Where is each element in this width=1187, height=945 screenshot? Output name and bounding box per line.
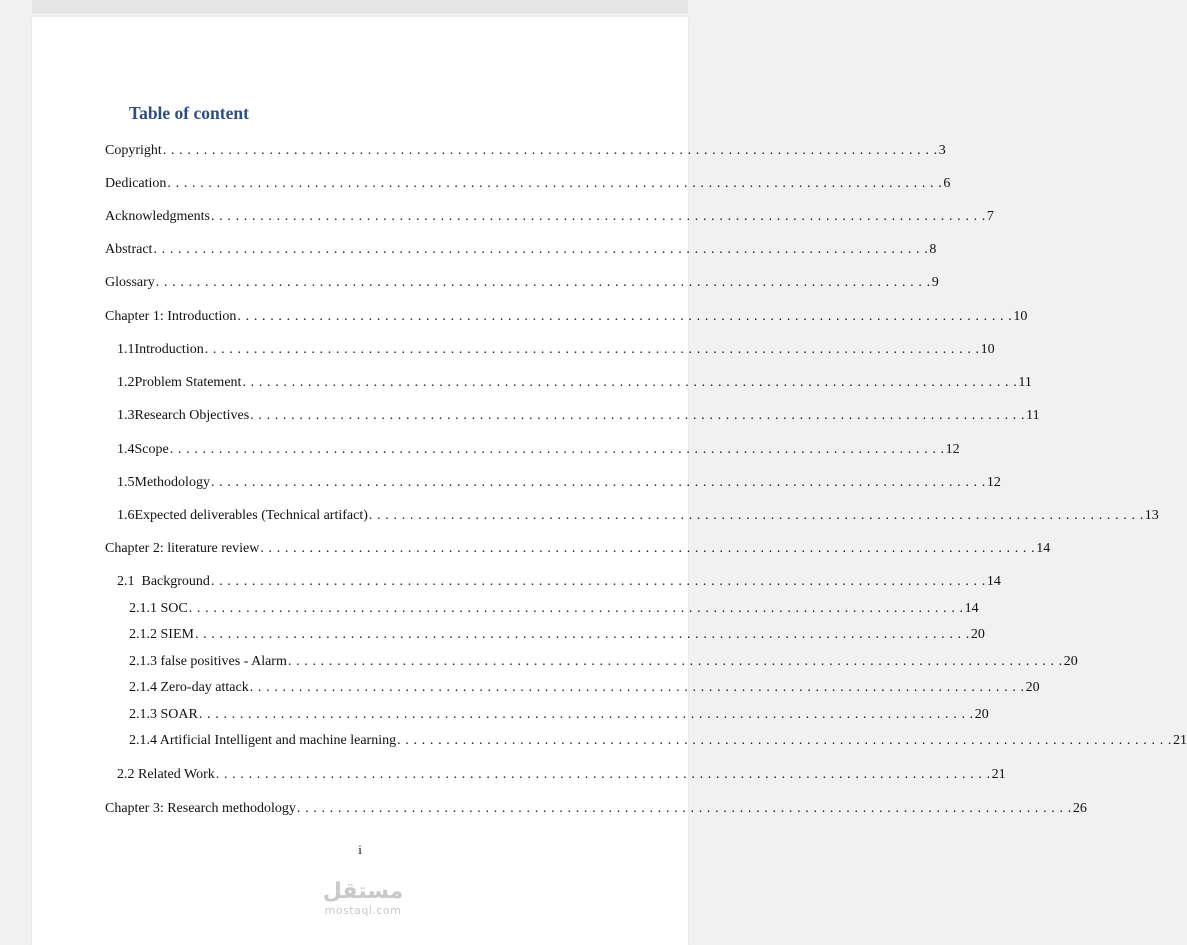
toc-entry-label: 2.1.3 SOAR: [129, 707, 198, 722]
dot-leader: . . . . . . . . . . . . . . . . . . . . . . . . . . . . . . . . . . . . . . . . . . . . . . . . . . . . . . . . . . . . . . . . . . . . . . . . . . . . . . . . . . . . . . . . . . . . . . .: [188, 601, 964, 616]
dot-leader: . . . . . . . . . . . . . . . . . . . . . . . . . . . . . . . . . . . . . . . . . . . . . . . . . . . . . . . . . . . . . . . . . . . . . . . . . . . . . . . . . . . . . . . . . . . . . . .: [215, 767, 991, 782]
toc-entry-page: 20: [1063, 654, 1078, 669]
toc-entry-page: 14: [964, 601, 979, 616]
dot-leader: . . . . . . . . . . . . . . . . . . . . . . . . . . . . . . . . . . . . . . . . . . . . . . . . . . . . . . . . . . . . . . . . . . . . . . . . . . . . . . . . . . . . . . . . . . . . . . .: [169, 442, 945, 457]
dot-leader: . . . . . . . . . . . . . . . . . . . . . . . . . . . . . . . . . . . . . . . . . . . . . . . . . . . . . . . . . . . . . . . . . . . . . . . . . . . . . . . . . . . . . . . . . . . . . . .: [210, 475, 986, 490]
toc-entry-page: 14: [1036, 541, 1051, 556]
toc-entry-page: 9: [931, 275, 939, 290]
dot-leader: . . . . . . . . . . . . . . . . . . . . . . . . . . . . . . . . . . . . . . . . . . . . . . . . . . . . . . . . . . . . . . . . . . . . . . . . . . . . . . . . . . . . . . . . . . . . . . .: [153, 242, 929, 257]
toc-entry-label: 2.1.1 SOC: [129, 601, 188, 616]
toc-entry-number: 1.4: [117, 442, 135, 457]
toc-entry-abstract[interactable]: [105, 241, 937, 259]
toc-entry-page: 20: [974, 707, 989, 722]
toc-entry-page: 13: [1144, 508, 1159, 523]
toc-entry-number: 1.5: [117, 475, 135, 490]
toc-entry-chapter-1[interactable]: [105, 308, 1028, 326]
toc-entry-2-1-1[interactable]: [129, 600, 979, 618]
toc-entry-number: 1.6: [117, 508, 135, 523]
toc-entry-2-1-3a[interactable]: [129, 653, 1078, 671]
toc-entry-label: Chapter 1: Introduction: [105, 309, 237, 324]
toc-entry-page: 7: [986, 209, 994, 224]
dot-leader: . . . . . . . . . . . . . . . . . . . . . . . . . . . . . . . . . . . . . . . . . . . . . . . . . . . . . . . . . . . . . . . . . . . . . . . . . . . . . . . . . . . . . . . . . . . . . . .: [260, 541, 1036, 556]
toc-entry-label: 2.1.3 false positives - Alarm: [129, 654, 287, 669]
toc-entry-chapter-2[interactable]: [105, 540, 1051, 558]
toc-entry-label: 2.1.2 SIEM: [129, 627, 194, 642]
document-page: [32, 17, 1187, 945]
toc-entry-1-4[interactable]: [117, 441, 960, 459]
toc-entry-page: 21: [1173, 733, 1187, 748]
toc-entry-page: 12: [986, 475, 1001, 490]
dot-leader: . . . . . . . . . . . . . . . . . . . . . . . . . . . . . . . . . . . . . . . . . . . . . . . . . . . . . . . . . . . . . . . . . . . . . . . . . . . . . . . . . . . . . . . . . . . . . . .: [167, 176, 943, 191]
toc-entry-1-5[interactable]: [117, 474, 1001, 492]
toc-entry-label: Acknowledgments: [105, 209, 210, 224]
toc-entry-label: Chapter 2: literature review: [105, 541, 260, 556]
toc-entry-2-2[interactable]: [117, 766, 1006, 784]
toc-entry-copyright[interactable]: [105, 142, 946, 160]
toc-entry-glossary[interactable]: [105, 274, 939, 292]
toc-list: [32, 17, 1187, 945]
toc-entry-page: 12: [945, 442, 960, 457]
toc-entry-page: 11: [1026, 408, 1040, 423]
toc-entry-acknowledgments[interactable]: [105, 208, 994, 226]
toc-entry-label: Introduction: [134, 342, 204, 357]
toc-entry-label: Glossary: [105, 275, 155, 290]
toc-entry-page: 6: [943, 176, 951, 191]
toc-entry-1-2[interactable]: [117, 374, 1032, 392]
toc-entry-page: 11: [1018, 375, 1032, 390]
dot-leader: . . . . . . . . . . . . . . . . . . . . . . . . . . . . . . . . . . . . . . . . . . . . . . . . . . . . . . . . . . . . . . . . . . . . . . . . . . . . . . . . . . . . . . . . . . . . . . .: [194, 627, 970, 642]
toc-entry-page: 20: [970, 627, 985, 642]
toc-entry-label: Abstract: [105, 242, 153, 257]
dot-leader: . . . . . . . . . . . . . . . . . . . . . . . . . . . . . . . . . . . . . . . . . . . . . . . . . . . . . . . . . . . . . . . . . . . . . . . . . . . . . . . . . . . . . . . . . . . . . . .: [296, 801, 1072, 816]
toc-entry-page: 26: [1072, 801, 1087, 816]
toc-entry-label: Problem Statement: [134, 375, 242, 390]
toc-entry-1-1[interactable]: [117, 341, 995, 359]
toc-entry-label: 2.1.4 Zero-day attack: [129, 680, 249, 695]
dot-leader: . . . . . . . . . . . . . . . . . . . . . . . . . . . . . . . . . . . . . . . . . . . . . . . . . . . . . . . . . . . . . . . . . . . . . . . . . . . . . . . . . . . . . . . . . . . . . . .: [242, 375, 1018, 390]
toc-entry-number: 1.3: [117, 408, 135, 423]
toc-entry-page: 3: [938, 143, 946, 158]
toc-entry-2-1-2[interactable]: [129, 626, 985, 644]
toc-entry-page: 10: [980, 342, 995, 357]
toc-entry-chapter-3[interactable]: [105, 800, 1087, 818]
toc-entry-page: 8: [929, 242, 937, 257]
toc-entry-number: 1.2: [117, 375, 135, 390]
toc-entry-number: 1.1: [117, 342, 135, 357]
toc-entry-page: 20: [1025, 680, 1040, 695]
watermark-latin-text: mostaql.com: [324, 904, 402, 917]
dot-leader: . . . . . . . . . . . . . . . . . . . . . . . . . . . . . . . . . . . . . . . . . . . . . . . . . . . . . . . . . . . . . . . . . . . . . . . . . . . . . . . . . . . . . . . . . . . . . . .: [249, 680, 1025, 695]
toc-entry-page: 21: [991, 767, 1006, 782]
dot-leader: . . . . . . . . . . . . . . . . . . . . . . . . . . . . . . . . . . . . . . . . . . . . . . . . . . . . . . . . . . . . . . . . . . . . . . . . . . . . . . . . . . . . . . . . . . . . . . .: [250, 408, 1026, 423]
toc-entry-label: Dedication: [105, 176, 167, 191]
toc-entry-label: Chapter 3: Research methodology: [105, 801, 296, 816]
dot-leader: . . . . . . . . . . . . . . . . . . . . . . . . . . . . . . . . . . . . . . . . . . . . . . . . . . . . . . . . . . . . . . . . . . . . . . . . . . . . . . . . . . . . . . . . . . . . . . .: [210, 574, 986, 589]
toc-entry-page: 10: [1013, 309, 1028, 324]
toc-entry-2-1-4a[interactable]: [129, 679, 1040, 697]
toc-entry-page: 14: [986, 574, 1001, 589]
toc-title: Table of content: [129, 103, 249, 123]
mostaql-watermark: [315, 879, 411, 917]
dot-leader: . . . . . . . . . . . . . . . . . . . . . . . . . . . . . . . . . . . . . . . . . . . . . . . . . . . . . . . . . . . . . . . . . . . . . . . . . . . . . . . . . . . . . . . . . . . . . . .: [287, 654, 1063, 669]
dot-leader: . . . . . . . . . . . . . . . . . . . . . . . . . . . . . . . . . . . . . . . . . . . . . . . . . . . . . . . . . . . . . . . . . . . . . . . . . . . . . . . . . . . . . . . . . . . . . . .: [204, 342, 980, 357]
toc-entry-1-3[interactable]: [117, 407, 1040, 425]
toc-entry-label: 2.1 Background: [117, 574, 210, 589]
dot-leader: . . . . . . . . . . . . . . . . . . . . . . . . . . . . . . . . . . . . . . . . . . . . . . . . . . . . . . . . . . . . . . . . . . . . . . . . . . . . . . . . . . . . . . . . . . . . . . .: [162, 143, 938, 158]
toc-entry-label: 2.1.4 Artificial Intelligent and machine learning: [129, 733, 397, 748]
dot-leader: . . . . . . . . . . . . . . . . . . . . . . . . . . . . . . . . . . . . . . . . . . . . . . . . . . . . . . . . . . . . . . . . . . . . . . . . . . . . . . . . . . . . . . . . . . . . . . .: [155, 275, 931, 290]
watermark-arabic-text: مستقل: [322, 879, 404, 904]
page-number: i: [358, 842, 362, 857]
toc-entry-1-6[interactable]: [117, 507, 1159, 525]
toc-entry-2-1-3b[interactable]: [129, 706, 989, 724]
dot-leader: . . . . . . . . . . . . . . . . . . . . . . . . . . . . . . . . . . . . . . . . . . . . . . . . . . . . . . . . . . . . . . . . . . . . . . . . . . . . . . . . . . . . . . . . . . . . . . .: [397, 733, 1172, 748]
toc-entry-label: Copyright: [105, 143, 162, 158]
dot-leader: . . . . . . . . . . . . . . . . . . . . . . . . . . . . . . . . . . . . . . . . . . . . . . . . . . . . . . . . . . . . . . . . . . . . . . . . . . . . . . . . . . . . . . . . . . . . . . .: [368, 508, 1144, 523]
dot-leader: . . . . . . . . . . . . . . . . . . . . . . . . . . . . . . . . . . . . . . . . . . . . . . . . . . . . . . . . . . . . . . . . . . . . . . . . . . . . . . . . . . . . . . . . . . . . . . .: [210, 209, 986, 224]
toc-entry-label: Expected deliverables (Technical artifact): [134, 508, 368, 523]
toc-entry-label: 2.2 Related Work: [117, 767, 215, 782]
toc-entry-2-1[interactable]: [117, 573, 1001, 591]
toc-entry-label: Scope: [134, 442, 169, 457]
toc-entry-label: Methodology: [134, 475, 210, 490]
dot-leader: . . . . . . . . . . . . . . . . . . . . . . . . . . . . . . . . . . . . . . . . . . . . . . . . . . . . . . . . . . . . . . . . . . . . . . . . . . . . . . . . . . . . . . . . . . . . . . .: [198, 707, 974, 722]
dot-leader: . . . . . . . . . . . . . . . . . . . . . . . . . . . . . . . . . . . . . . . . . . . . . . . . . . . . . . . . . . . . . . . . . . . . . . . . . . . . . . . . . . . . . . . . . . . . . . .: [237, 309, 1013, 324]
toc-entry-label: Research Objectives: [134, 408, 250, 423]
toc-entry-dedication[interactable]: [105, 175, 951, 193]
toc-entry-2-1-4b[interactable]: [129, 732, 1187, 750]
previous-page-edge: [32, 0, 688, 13]
